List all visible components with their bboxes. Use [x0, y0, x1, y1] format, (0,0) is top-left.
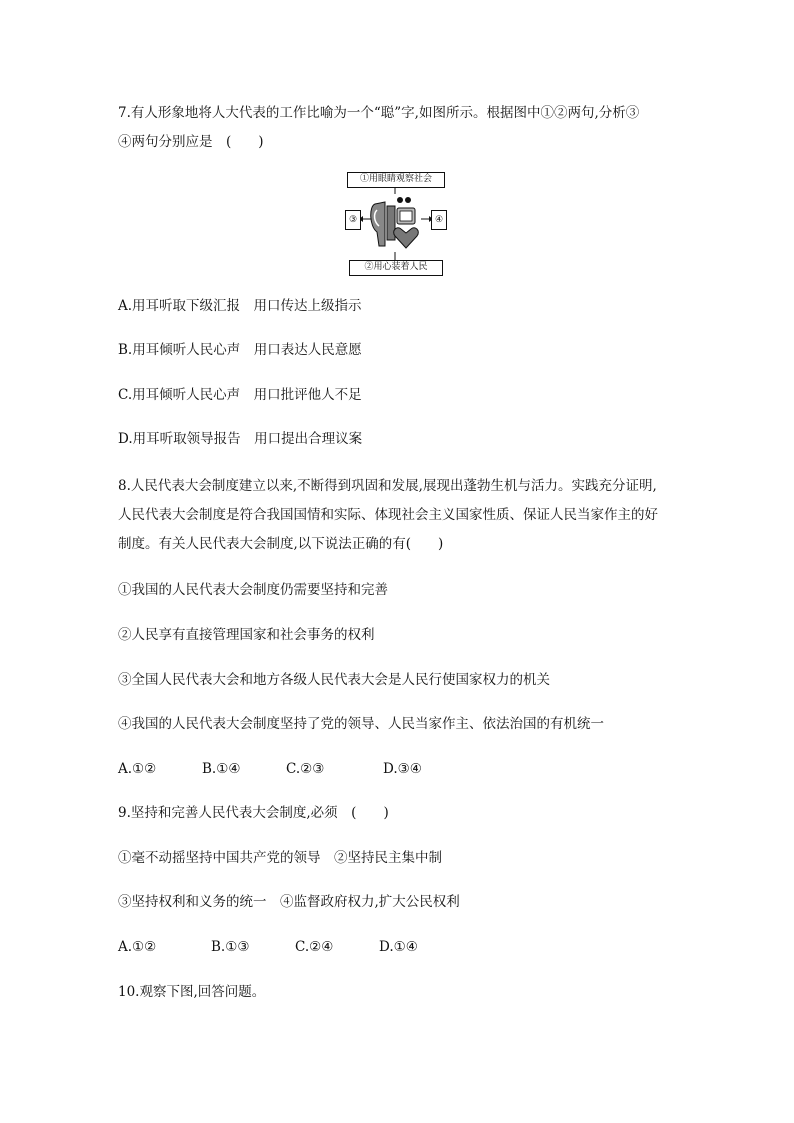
q8-choice-d: D.③④	[383, 761, 422, 777]
q9-choice-c: C.②④	[295, 939, 334, 955]
q9-choice-a: A.①②	[118, 939, 157, 955]
q8-stem-line3: 制度。有关人民代表大会制度,以下说法正确的有( )	[118, 536, 444, 552]
q7-stem-line1: 7.有人形象地将人大代表的工作比喻为一个“聪”字,如图所示。根据图中①②两句,分析③	[118, 105, 640, 121]
q9-stem: 9.坚持和完善人民代表大会制度,必须 ( )	[118, 805, 389, 821]
q7-option-c: C.用耳倾听人民心声 用口批评他人不足	[118, 387, 362, 403]
q8-statement-3: ③全国人民代表大会和地方各级人民代表大会是人民行使国家权力的机关	[118, 672, 550, 688]
q7-option-b: B.用耳倾听人民心声 用口表达人民意愿	[118, 342, 362, 358]
q9-choice-b: B.①③	[211, 939, 250, 955]
q8-choice-c: C.②③	[286, 761, 325, 777]
q7-stem-line2: ④两句分别应是 ( )	[118, 134, 264, 150]
q7-option-d: D.用耳听取领导报告 用口提出合理议案	[118, 431, 363, 447]
figure-label-bottom: ②用心装着人民	[349, 260, 443, 276]
q10-stem: 10.观察下图,回答问题。	[118, 984, 266, 1000]
q7-figure-cong	[343, 172, 447, 276]
q9-choice-d: D.①④	[379, 939, 418, 955]
q9-statements-line2: ③坚持权利和义务的统一 ④监督政府权力,扩大公民权利	[118, 894, 460, 910]
q9-statements-line1: ①毫不动摇坚持中国共产党的领导 ②坚持民主集中制	[118, 850, 442, 866]
q8-stem-line1: 8.人民代表大会制度建立以来,不断得到巩固和发展,展现出蓬勃生机与活力。实践充分证明,	[118, 478, 657, 494]
q8-choice-a: A.①②	[118, 761, 157, 777]
figure-label-left: ③	[345, 210, 361, 230]
q8-stem-line2: 人民代表大会制度是符合我国国情和实际、体现社会主义国家性质、保证人民当家作主的好	[118, 507, 658, 523]
figure-label-top: ①用眼睛观察社会	[347, 172, 445, 188]
q7-option-a: A.用耳听取下级汇报 用口传达上级指示	[118, 298, 362, 314]
q8-statement-4: ④我国的人民代表大会制度坚持了党的领导、人民当家作主、依法治国的有机统一	[118, 716, 604, 732]
q9-choices	[118, 937, 418, 957]
q8-choice-b: B.①④	[202, 761, 241, 777]
q8-statement-2: ②人民享有直接管理国家和社会事务的权利	[118, 627, 375, 643]
figure-label-right: ④	[431, 210, 447, 230]
q8-statement-1: ①我国的人民代表大会制度仍需要坚持和完善	[118, 582, 388, 598]
q8-choices	[118, 759, 422, 779]
